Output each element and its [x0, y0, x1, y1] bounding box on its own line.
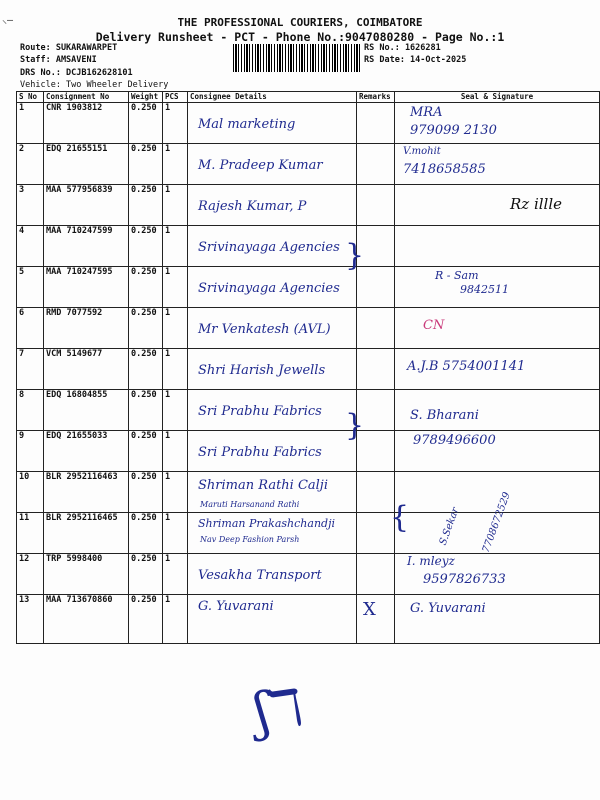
consignee-handwriting: Vesakha Transport [198, 568, 322, 583]
cell-seal [395, 308, 600, 349]
cell-remarks [357, 554, 395, 595]
cell-sno: 12 [17, 554, 44, 595]
consignee-subtext: Nav Deep Fashion Parsh [200, 535, 300, 544]
cell-sno: 4 [17, 226, 44, 267]
cell-sno: 2 [17, 144, 44, 185]
remark-cross-mark: X [363, 599, 376, 620]
cell-remarks [357, 595, 395, 644]
consignee-handwriting: G. Yuvarani [198, 599, 274, 614]
staff-label: Staff: AMSAVENI [20, 55, 97, 65]
cell-weight: 0.250 [129, 431, 163, 472]
cell-sno: 13 [17, 595, 44, 644]
cell-sno: 7 [17, 349, 44, 390]
cell-consignment: VCM 5149677 [44, 349, 129, 390]
route-label: Route: SUKARAWARPET [20, 43, 118, 53]
barcode [233, 44, 361, 72]
cell-pcs: 1 [163, 308, 188, 349]
col-header-sno: S No [17, 92, 44, 103]
consignee-handwriting: Mr Venkatesh (AVL) [198, 322, 331, 337]
col-header-pcs: PCS [163, 92, 188, 103]
cell-sno: 11 [17, 513, 44, 554]
company-title: THE PROFESSIONAL COURIERS, COIMBATORE [177, 16, 423, 29]
cell-consignment: TRP 5998400 [44, 554, 129, 595]
seal-signature: R - Sam [435, 269, 479, 282]
cell-pcs: 1 [163, 554, 188, 595]
cell-consignment: MAA 713670860 [44, 595, 129, 644]
cell-consignee [188, 144, 357, 185]
cell-consignment: CNR 1903812 [44, 103, 129, 144]
cell-weight: 0.250 [129, 390, 163, 431]
table-row [17, 349, 600, 390]
cell-remarks [357, 308, 395, 349]
cell-seal [395, 390, 600, 431]
consignee-handwriting: Rajesh Kumar, P [198, 199, 307, 214]
seal-phone: 7708672529 [480, 490, 513, 555]
cell-consignee [188, 308, 357, 349]
cell-consignee [188, 390, 357, 431]
seal-signature: V.mohit [403, 146, 441, 157]
cell-consignee [188, 472, 357, 513]
col-header-consignee: Consignee Details [188, 92, 357, 103]
cell-weight: 0.250 [129, 144, 163, 185]
cell-remarks [357, 185, 395, 226]
cell-seal [395, 490, 600, 555]
cell-pcs: 1 [163, 431, 188, 472]
cell-seal [395, 185, 600, 226]
cell-weight: 0.250 [129, 185, 163, 226]
corner-scribble: ⸜— [2, 15, 14, 26]
cell-seal [395, 349, 600, 390]
seal-signature: S.Sekar [437, 506, 462, 547]
table-row [17, 431, 600, 472]
consignee-handwriting: Shriman Prakashchandji [198, 517, 335, 530]
runsheet-subtitle: Delivery Runsheet - PCT - Phone No.:9047080280 - Page No.:1 [95, 30, 505, 44]
cell-consignee [188, 185, 357, 226]
table-row [17, 267, 600, 308]
cell-pcs: 1 [163, 267, 188, 308]
table-row [17, 554, 600, 595]
cell-remarks [357, 144, 395, 185]
seal-phone: 979099 2130 [410, 123, 497, 138]
cell-seal [395, 103, 600, 144]
col-header-consignment: Consignment No [44, 92, 129, 103]
consignee-handwriting: Shri Harish Jewells [198, 363, 326, 378]
cell-consignment: MAA 577956839 [44, 185, 129, 226]
cell-weight: 0.250 [129, 595, 163, 644]
cell-pcs: 1 [163, 185, 188, 226]
consignee-subtext: Maruti Harsanand Rathi [200, 500, 300, 509]
cell-consignee [188, 267, 357, 308]
cell-consignment: BLR 2952116463 [44, 472, 129, 513]
rs-number: RS No.: 1626281 [364, 43, 441, 53]
table-row [17, 513, 600, 554]
seal-phone: 9597826733 [423, 572, 506, 587]
consignee-handwriting: Sri Prabhu Fabrics [198, 445, 322, 460]
vehicle-label: Vehicle: Two Wheeler Delivery [20, 80, 169, 90]
cell-weight: 0.250 [129, 554, 163, 595]
table-row [17, 185, 600, 226]
consignee-handwriting: Srivinayaga Agencies [198, 240, 340, 255]
cell-seal [395, 431, 600, 472]
consignee-handwriting: Shriman Rathi Calji [198, 478, 328, 493]
cell-weight: 0.250 [129, 513, 163, 554]
cell-consignee [188, 554, 357, 595]
cell-weight: 0.250 [129, 103, 163, 144]
consignee-handwriting: Mal marketing [198, 117, 296, 132]
cell-remarks [357, 103, 395, 144]
table-row [17, 595, 600, 644]
cell-pcs: 1 [163, 472, 188, 513]
cell-remarks [357, 513, 395, 554]
seal-signature: MRA [410, 105, 443, 120]
table-row [17, 226, 600, 267]
cell-pcs: 1 [163, 226, 188, 267]
cell-seal [395, 144, 600, 185]
consignee-handwriting: M. Pradeep Kumar [198, 158, 323, 173]
cell-consignment: BLR 2952116465 [44, 513, 129, 554]
cell-seal [395, 267, 600, 308]
courier-signature: ʃℸ [251, 676, 307, 744]
rs-date: RS Date: 14-Oct-2025 [364, 55, 467, 65]
cell-sno: 6 [17, 308, 44, 349]
cell-sno: 1 [17, 103, 44, 144]
cell-remarks [357, 472, 395, 513]
consignee-handwriting: Sri Prabhu Fabrics [198, 404, 322, 419]
cell-consignee [188, 226, 357, 267]
seal-signature: A.J.B 5754001141 [407, 359, 526, 374]
cell-pcs: 1 [163, 349, 188, 390]
cell-consignment: MAA 710247599 [44, 226, 129, 267]
cell-consignee [188, 513, 357, 554]
cell-pcs: 1 [163, 595, 188, 644]
cell-seal [395, 595, 600, 644]
cell-pcs: 1 [163, 103, 188, 144]
cell-consignment: RMD 7077592 [44, 308, 129, 349]
col-header-seal: Seal & Signature [395, 92, 600, 103]
cell-weight: 0.250 [129, 308, 163, 349]
cell-sno: 8 [17, 390, 44, 431]
cell-weight: 0.250 [129, 267, 163, 308]
brace-mark: } [345, 238, 365, 273]
seal-signature: G. Yuvarani [410, 601, 486, 616]
cell-consignment: EDQ 21655033 [44, 431, 129, 472]
cell-consignee [188, 431, 357, 472]
cell-pcs: 1 [163, 390, 188, 431]
table-row [17, 144, 600, 185]
seal-signature: I. mleyz [407, 554, 455, 568]
cell-weight: 0.250 [129, 472, 163, 513]
cell-weight: 0.250 [129, 226, 163, 267]
cell-consignment: EDQ 16804855 [44, 390, 129, 431]
cell-consignee [188, 595, 357, 644]
cell-consignment: EDQ 21655151 [44, 144, 129, 185]
cell-sno: 10 [17, 472, 44, 513]
drs-label: DRS No.: DCJB162628101 [20, 68, 133, 78]
cell-weight: 0.250 [129, 349, 163, 390]
seal-phone: 9842511 [460, 283, 509, 296]
cell-pcs: 1 [163, 513, 188, 554]
seal-signature: CN [423, 318, 445, 333]
seal-signature: Rz illle [510, 195, 563, 213]
cell-consignment: MAA 710247595 [44, 267, 129, 308]
cell-sno: 5 [17, 267, 44, 308]
cell-sno: 9 [17, 431, 44, 472]
seal-signature: S. Bharani [410, 408, 479, 423]
cell-seal [395, 226, 600, 267]
brace-mark: { [390, 500, 410, 535]
delivery-table [16, 91, 600, 644]
cell-seal [395, 554, 600, 595]
col-header-remarks: Remarks [357, 92, 395, 103]
table-row [17, 390, 600, 431]
consignee-handwriting: Srivinayaga Agencies [198, 281, 340, 296]
seal-phone: 7418658585 [403, 162, 486, 177]
seal-phone: 9789496600 [413, 433, 496, 448]
brace-mark: } [345, 408, 365, 443]
cell-remarks [357, 349, 395, 390]
table-header-row [17, 92, 600, 103]
table-row [17, 472, 600, 513]
table-row [17, 103, 600, 144]
cell-pcs: 1 [163, 144, 188, 185]
table-row [17, 308, 600, 349]
cell-consignee [188, 103, 357, 144]
cell-sno: 3 [17, 185, 44, 226]
cell-consignee [188, 349, 357, 390]
col-header-weight: Weight [129, 92, 163, 103]
